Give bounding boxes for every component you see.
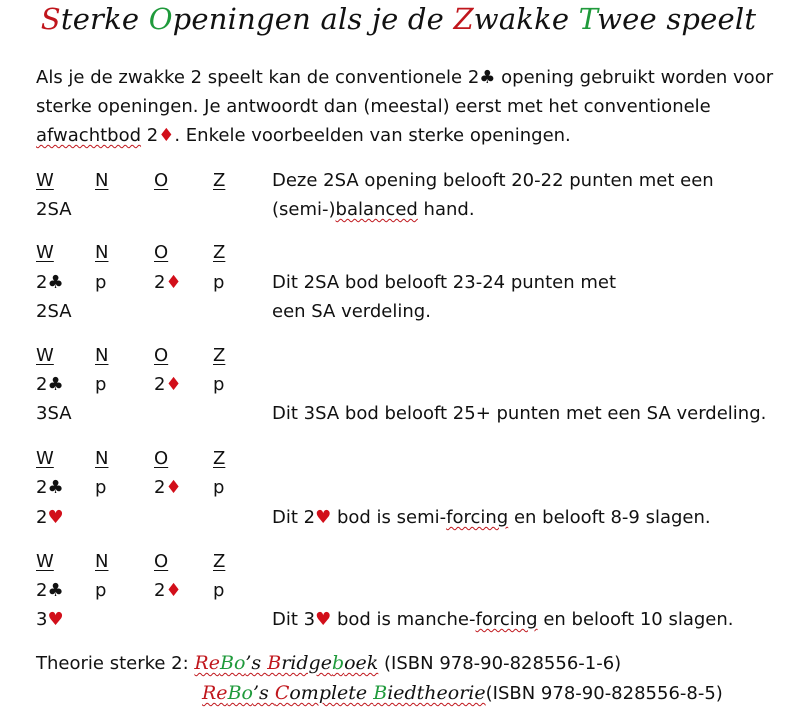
title-text: peningen als je de [172, 2, 454, 36]
header-south: Z [213, 170, 226, 191]
title-text: terke [60, 2, 149, 36]
bid-east [154, 273, 182, 293]
desc-text: bod is semi- [331, 507, 447, 528]
bid-level: 3 [36, 609, 48, 630]
header-east: O [154, 551, 169, 572]
bid-north: p [95, 580, 107, 601]
desc-text: en belooft 10 slagen. [537, 609, 734, 630]
heart-icon: ♥ [315, 609, 332, 630]
header-west: W [36, 170, 54, 191]
bid-north: p [95, 272, 107, 293]
example-description: een SA verdeling. [272, 301, 431, 322]
bid-south: p [213, 374, 225, 395]
book-title-bridgeboek [194, 652, 378, 674]
isbn-text: (ISBN 978-90-828556-8-5) [485, 683, 723, 704]
footer-label: Theorie sterke 2: [36, 653, 195, 674]
bid-level: 2 [36, 272, 48, 293]
header-east: O [154, 242, 169, 263]
bid-level: 2 [36, 477, 48, 498]
book-title-part: ’s [252, 682, 275, 704]
desc-text: en belooft 8-9 slagen. [508, 507, 711, 528]
final-bid [36, 508, 64, 528]
final-bid: 2SA [36, 199, 72, 220]
club-icon: ♣ [47, 272, 64, 293]
header-east: O [154, 448, 169, 469]
title-letter-t: T [578, 2, 598, 36]
footer-line-2 [202, 682, 723, 704]
bid-east [154, 581, 182, 601]
book-title-part: omplete [289, 682, 374, 704]
intro-text: Als je de zwakke 2 speelt kan de conventionele 2 [36, 67, 480, 88]
club-icon: ♣ [47, 580, 64, 601]
title-text: wakke [473, 2, 579, 36]
bid-west [36, 273, 64, 293]
book-title-part: B [267, 652, 282, 674]
header-west: W [36, 242, 54, 263]
header-south: Z [213, 242, 226, 263]
bid-level: 2 [36, 374, 48, 395]
club-icon: ♣ [47, 374, 64, 395]
book-title-part: Re [202, 682, 228, 704]
bid-west [36, 478, 64, 498]
bid-east [154, 478, 182, 498]
diamond-icon: ♦ [165, 374, 182, 395]
title-letter-o: O [148, 2, 173, 36]
bid-south: p [213, 272, 225, 293]
spelling-flagged-word: afwachtbod [36, 125, 142, 146]
final-bid [36, 610, 64, 630]
heart-icon: ♥ [47, 507, 64, 528]
title-letter-z: Z [453, 2, 474, 36]
bid-north: p [95, 477, 107, 498]
book-title-part: ’s [245, 652, 268, 674]
bid-level: 2 [154, 374, 166, 395]
book-title-part: Bo [227, 682, 253, 704]
book-title-part: ridge [281, 652, 332, 674]
header-east: O [154, 345, 169, 366]
header-north: N [95, 170, 109, 191]
diamond-icon: ♦ [165, 272, 182, 293]
bid-west [36, 375, 64, 395]
heart-icon: ♥ [47, 609, 64, 630]
header-north: N [95, 242, 109, 263]
desc-text: hand. [417, 199, 475, 220]
bid-level: 2 [36, 580, 48, 601]
book-title-part: Re [194, 652, 220, 674]
bid-level: 2 [154, 477, 166, 498]
heart-icon: ♥ [315, 507, 332, 528]
example-description: Dit 3SA bod belooft 25+ punten met een SA verdeling. [272, 403, 767, 424]
example-description: Dit 2SA bod belooft 23-24 punten met [272, 272, 616, 293]
book-title-part: iedtheorie [387, 682, 486, 704]
example-description [272, 508, 711, 528]
intro-text: opening gebruikt worden voor sterke openingen. Je antwoordt dan (meestal) eerst met het conventionele [36, 67, 774, 117]
header-north: N [95, 551, 109, 572]
club-icon: ♣ [47, 477, 64, 498]
desc-text: Dit 3 [272, 609, 316, 630]
example-description [272, 200, 475, 220]
bid-south: p [213, 477, 225, 498]
intro-paragraph [36, 63, 786, 150]
club-icon: ♣ [479, 67, 496, 88]
bid-west [36, 581, 64, 601]
isbn-text: (ISBN 978-90-828556-1-6) [378, 653, 622, 674]
title-text: wee speelt [597, 2, 757, 36]
bid-east [154, 375, 182, 395]
diamond-icon: ♦ [158, 125, 175, 146]
book-title-part: B [373, 682, 388, 704]
diamond-icon: ♦ [165, 580, 182, 601]
intro-text: . Enkele voorbeelden van sterke openingen. [174, 125, 571, 146]
header-south: Z [213, 448, 226, 469]
book-title-part: Bo [219, 652, 246, 674]
page-title [0, 2, 797, 36]
book-title-part: C [274, 682, 290, 704]
bid-level: 2 [154, 580, 166, 601]
bid-level: 2 [154, 272, 166, 293]
desc-text: (semi-) [272, 199, 336, 220]
desc-text: Dit 2 [272, 507, 316, 528]
final-bid: 2SA [36, 301, 72, 322]
header-west: W [36, 551, 54, 572]
header-north: N [95, 448, 109, 469]
title-letter-s: S [40, 2, 61, 36]
header-north: N [95, 345, 109, 366]
book-title-part: oek [344, 652, 379, 674]
spelling-flagged-word: forcing [446, 507, 509, 528]
intro-text: 2 [141, 125, 159, 146]
bid-level: 2 [36, 507, 48, 528]
example-description [272, 610, 734, 630]
bid-south: p [213, 580, 225, 601]
header-west: W [36, 448, 54, 469]
header-west: W [36, 345, 54, 366]
footer-line-1 [36, 652, 621, 674]
header-south: Z [213, 345, 226, 366]
bid-north: p [95, 374, 107, 395]
example-description: Deze 2SA opening belooft 20-22 punten met een [272, 170, 714, 191]
desc-text: bod is manche- [331, 609, 476, 630]
spelling-flagged-word: forcing [475, 609, 538, 630]
header-south: Z [213, 551, 226, 572]
book-title-biedtheorie [202, 682, 486, 704]
diamond-icon: ♦ [165, 477, 182, 498]
final-bid: 3SA [36, 403, 72, 424]
book-title-part: b [331, 652, 345, 674]
header-east: O [154, 170, 169, 191]
spelling-flagged-word: balanced [335, 199, 418, 220]
